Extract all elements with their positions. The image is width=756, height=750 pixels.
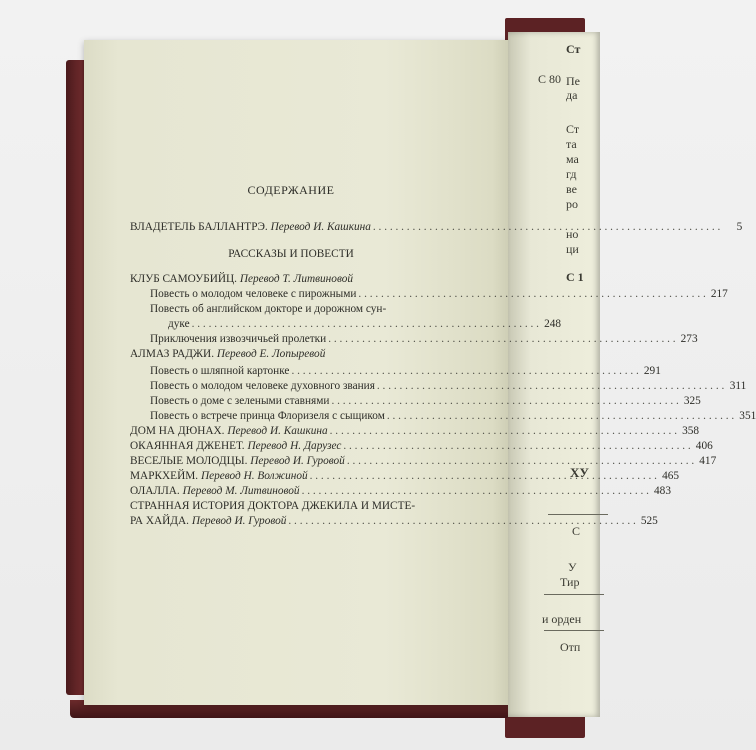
toc-translator: Перевод И. Кашкина [270, 221, 371, 233]
toc-page: 291 [643, 365, 661, 377]
toc-translator: Перевод М. Литвиновой [182, 485, 300, 497]
toc-entry [130, 347, 452, 362]
right-page-rule [544, 594, 604, 595]
right-page-text: ве [566, 182, 577, 196]
leader-dots [329, 394, 680, 409]
toc-title: Повесть о молодом человеке с пирожными [150, 288, 357, 300]
toc-subentry [130, 287, 728, 302]
toc-page: 417 [699, 455, 717, 467]
leader-dots [341, 439, 692, 454]
toc-translator: Перевод Н. Дарузес [247, 440, 342, 452]
toc-subentry [130, 394, 701, 409]
toc-title: АЛМАЗ РАДЖИ. [130, 348, 215, 360]
toc-page: 406 [695, 440, 713, 452]
toc-page: 325 [683, 395, 701, 407]
leader-dots [289, 364, 640, 379]
toc-page: 525 [640, 515, 658, 527]
toc-title: РА ХАЙДА. [130, 515, 189, 527]
toc-title: КЛУБ САМОУБИЙЦ. [130, 273, 237, 285]
toc-translator: Перевод Т. Литвиновой [239, 273, 353, 285]
toc-subentry [130, 364, 661, 379]
toc-title: ВЕСЕЛЫЕ МОЛОДЦЫ. [130, 455, 248, 467]
section-heading: РАССКАЗЫ И ПОВЕСТИ [228, 248, 354, 260]
toc-page: 248 [544, 318, 562, 330]
toc-page: 5 [736, 221, 743, 233]
right-page-text: ро [566, 197, 578, 211]
leader-dots [356, 287, 707, 302]
toc-title: Повесть об английском докторе и дорожном сун- [150, 303, 387, 315]
right-page-text: Ст [566, 122, 580, 136]
toc-title: ОКАЯННАЯ ДЖЕНЕТ. [130, 440, 245, 452]
toc-translator: Перевод И. Кашкина [227, 425, 328, 437]
right-page-text: да [566, 88, 578, 102]
right-page-text: та [566, 137, 577, 151]
right-page-text: гд [566, 167, 577, 181]
leader-dots [190, 317, 541, 332]
leader-dots [345, 454, 696, 469]
toc-translator: Перевод Н. Волжиной [200, 470, 308, 482]
leader-dots [308, 469, 659, 484]
right-page-text: Ст [566, 42, 581, 56]
toc-translator: Перевод Е. Лопыревой [216, 348, 326, 360]
toc-title: дуке [168, 318, 190, 330]
toc-title: ВЛАДЕТЕЛЬ БАЛЛАНТРЭ. [130, 221, 268, 233]
toc-subentry [130, 409, 756, 424]
right-page-text: Пе [566, 74, 580, 88]
toc-entry [130, 272, 452, 287]
right-page-text: С [572, 524, 581, 538]
right-page-text: С 1 [566, 270, 584, 284]
toc-page: 465 [662, 470, 680, 482]
leader-dots [326, 332, 677, 347]
right-page-rule [544, 630, 604, 631]
toc-title: ДОМ НА ДЮНАХ. [130, 425, 225, 437]
leader-dots [371, 220, 722, 235]
toc-title: Повесть о шляпной картонке [150, 365, 290, 377]
toc-translator: Перевод И. Гуровой [250, 455, 345, 467]
toc-page: 311 [729, 380, 747, 392]
toc-entry [130, 484, 671, 499]
toc-entry [130, 424, 700, 439]
right-page-text: У [568, 560, 577, 574]
toc-title: Повесть о доме с зелеными ставнями [150, 395, 330, 407]
leader-dots [328, 424, 679, 439]
toc-page: 351 [739, 410, 756, 422]
right-page-text: и орден [542, 612, 582, 626]
right-page-text: ХУ [570, 465, 589, 480]
right-page-text: Тир [560, 575, 580, 589]
right-page-text: но [566, 227, 579, 241]
right-page-text: ма [566, 152, 579, 166]
right-page-text: С 80 [538, 72, 562, 86]
right-page-text: Отп [560, 640, 581, 654]
toc-entry [130, 499, 452, 514]
toc-page: 273 [680, 333, 698, 345]
toc-heading: СОДЕРЖАНИЕ [247, 183, 335, 197]
toc-title: ОЛАЛЛА. [130, 485, 180, 497]
toc-subentry [130, 332, 698, 347]
leader-dots [385, 409, 736, 424]
toc-title: Приключения извозчичьей пролетки [150, 333, 327, 345]
toc-page: 217 [710, 288, 728, 300]
toc-subentry [130, 317, 562, 332]
toc-title: Повесть о встрече принца Флоризеля с сыщиком [150, 410, 385, 422]
toc-title: СТРАННАЯ ИСТОРИЯ ДОКТОРА ДЖЕКИЛА И МИСТЕ- [130, 500, 416, 512]
leader-dots [300, 484, 651, 499]
toc-page: 483 [654, 485, 671, 497]
toc-page: 358 [682, 425, 700, 437]
toc-subentry [130, 302, 452, 317]
toc-translator: Перевод И. Гуровой [191, 515, 287, 527]
toc-title: Повесть о молодом человеке духовного звания [150, 380, 375, 392]
toc-subentry [130, 379, 747, 394]
toc-entry [130, 454, 717, 469]
toc-title: МАРКХЕЙМ. [130, 470, 199, 482]
right-page-text: ци [566, 242, 579, 256]
toc-entry [130, 439, 713, 454]
leader-dots [375, 379, 726, 394]
leader-dots [286, 514, 637, 529]
toc-entry [130, 514, 658, 529]
